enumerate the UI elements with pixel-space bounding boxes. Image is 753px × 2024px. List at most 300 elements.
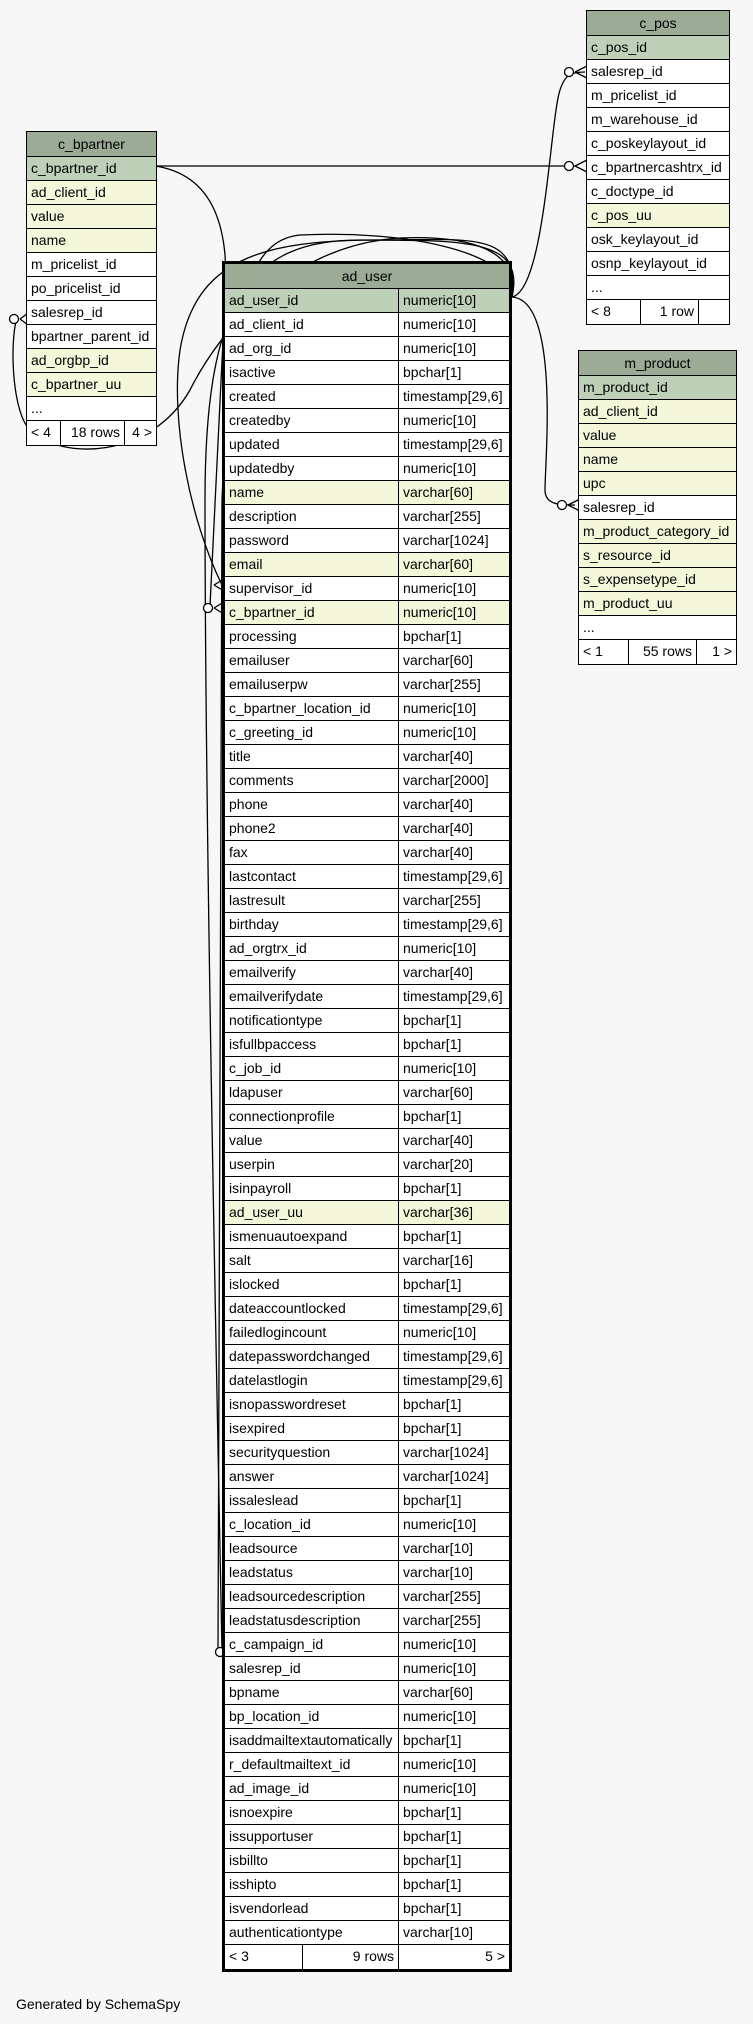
table-row[interactable] xyxy=(225,1057,509,1081)
table-row[interactable] xyxy=(225,1753,509,1777)
table-row[interactable] xyxy=(225,1537,509,1561)
column-name: salesrep_id xyxy=(31,304,103,320)
column-name: c_poskeylayout_id xyxy=(591,135,707,151)
column-type: varchar[60] xyxy=(403,484,474,500)
table-row[interactable] xyxy=(225,697,509,721)
column-type: numeric[10] xyxy=(403,1516,477,1532)
table-row[interactable] xyxy=(579,544,736,568)
table-title: c_pos xyxy=(587,11,729,36)
table-row[interactable] xyxy=(225,1897,509,1921)
table-row[interactable] xyxy=(27,301,156,325)
column-name: emailuser xyxy=(225,649,399,672)
column-name: leadstatus xyxy=(225,1561,399,1584)
table-row[interactable] xyxy=(579,448,736,472)
table-row[interactable] xyxy=(225,1129,509,1153)
table-title: c_bpartner xyxy=(27,132,156,157)
table-row[interactable] xyxy=(225,1633,509,1657)
table-row[interactable] xyxy=(225,649,509,673)
column-type: varchar[36] xyxy=(403,1204,474,1220)
rel-end-user-bpartner xyxy=(204,604,213,613)
table-row[interactable] xyxy=(225,913,509,937)
column-type: numeric[10] xyxy=(403,1324,477,1340)
table-row[interactable] xyxy=(579,376,736,400)
table-row[interactable] xyxy=(225,1921,509,1945)
column-type: varchar[40] xyxy=(403,820,474,836)
column-name: salesrep_id xyxy=(583,499,655,515)
column-name: c_pos_uu xyxy=(591,207,652,223)
column-name: issaleslead xyxy=(225,1489,399,1512)
column-name: bp_location_id xyxy=(225,1705,399,1728)
table-row[interactable] xyxy=(225,313,509,337)
table-m_product[interactable] xyxy=(578,350,737,665)
column-type: varchar[40] xyxy=(403,844,474,860)
table-row[interactable] xyxy=(225,817,509,841)
table-row[interactable] xyxy=(225,1825,509,1849)
table-row[interactable] xyxy=(225,1513,509,1537)
table-row[interactable] xyxy=(225,385,509,409)
table-row[interactable] xyxy=(27,373,156,397)
table-row[interactable] xyxy=(225,985,509,1009)
column-name: c_greeting_id xyxy=(225,721,399,744)
table-row[interactable] xyxy=(225,745,509,769)
table-row[interactable] xyxy=(27,181,156,205)
footer-left: < 8 xyxy=(587,300,641,324)
column-type: bpchar[1] xyxy=(403,1180,462,1196)
column-name: ad_user_id xyxy=(225,289,399,312)
column-name: c_bpartner_id xyxy=(31,160,117,176)
column-type: varchar[20] xyxy=(403,1156,474,1172)
column-type: varchar[1024] xyxy=(403,532,489,548)
column-type: bpchar[1] xyxy=(403,1420,462,1436)
column-type: timestamp[29,6] xyxy=(403,988,503,1004)
column-name: salesrep_id xyxy=(225,1657,399,1680)
column-type: bpchar[1] xyxy=(403,1852,462,1868)
column-name: isaddmailtextautomatically xyxy=(225,1729,399,1752)
column-name: isinpayroll xyxy=(225,1177,399,1200)
table-row[interactable] xyxy=(225,1225,509,1249)
table-row[interactable] xyxy=(225,721,509,745)
column-name: m_pricelist_id xyxy=(31,256,117,272)
column-type: bpchar[1] xyxy=(403,1732,462,1748)
table-row[interactable] xyxy=(225,1441,509,1465)
column-type: numeric[10] xyxy=(403,700,477,716)
column-name: ad_client_id xyxy=(31,184,106,200)
column-type: varchar[255] xyxy=(403,508,481,524)
table-row[interactable] xyxy=(27,205,156,229)
column-name: value xyxy=(225,1129,399,1152)
column-name: salesrep_id xyxy=(591,63,663,79)
column-type: timestamp[29,6] xyxy=(403,868,503,884)
column-type: bpchar[1] xyxy=(403,1108,462,1124)
column-name: datelastlogin xyxy=(225,1369,399,1392)
table-row[interactable] xyxy=(587,84,729,108)
column-type: bpchar[1] xyxy=(403,1012,462,1028)
footer-right: 4 > xyxy=(132,424,152,440)
footer-left: < 1 xyxy=(579,640,629,664)
table-ad_user[interactable] xyxy=(222,261,512,1972)
table-row[interactable] xyxy=(225,1681,509,1705)
footer-left: < 3 xyxy=(225,1945,303,1969)
column-name: isshipto xyxy=(225,1873,399,1896)
column-name: ad_user_uu xyxy=(225,1201,399,1224)
column-name: bpartner_parent_id xyxy=(31,328,150,344)
column-name: m_product_uu xyxy=(583,595,673,611)
column-type: bpchar[1] xyxy=(403,1492,462,1508)
table-row[interactable] xyxy=(27,157,156,181)
column-name: leadsourcedescription xyxy=(225,1585,399,1608)
table-row[interactable] xyxy=(579,400,736,424)
table-row[interactable] xyxy=(225,1465,509,1489)
table-row[interactable] xyxy=(225,1801,509,1825)
footer-rows: 18 rows xyxy=(61,421,125,445)
column-name: po_pricelist_id xyxy=(31,280,121,296)
column-name: ad_client_id xyxy=(583,403,658,419)
column-name: c_bpartner_location_id xyxy=(225,697,399,720)
table-row[interactable] xyxy=(587,228,729,252)
table-footer xyxy=(225,1945,509,1969)
table-row[interactable] xyxy=(225,1177,509,1201)
column-name: comments xyxy=(225,769,399,792)
table-row[interactable] xyxy=(225,1873,509,1897)
table-row[interactable] xyxy=(579,424,736,448)
column-name: ad_image_id xyxy=(225,1777,399,1800)
column-name: isvendorlead xyxy=(225,1897,399,1920)
table-row[interactable] xyxy=(587,156,729,180)
table-row[interactable] xyxy=(27,349,156,373)
column-type: numeric[10] xyxy=(403,292,477,308)
column-name: islocked xyxy=(225,1273,399,1296)
column-name: ad_orgtrx_id xyxy=(225,937,399,960)
column-name: answer xyxy=(225,1465,399,1488)
column-type: bpchar[1] xyxy=(403,628,462,644)
footer-right: 5 > xyxy=(485,1948,505,1964)
column-name: description xyxy=(225,505,399,528)
rel-end-product-salesrep xyxy=(558,501,567,510)
column-type: varchar[10] xyxy=(403,1564,474,1580)
column-name: isactive xyxy=(225,361,399,384)
column-name: c_campaign_id xyxy=(225,1633,399,1656)
column-type: timestamp[29,6] xyxy=(403,1348,503,1364)
rel-ad_user-m_product-salesrep xyxy=(512,297,575,505)
table-row[interactable] xyxy=(225,1369,509,1393)
column-name: issupportuser xyxy=(225,1825,399,1848)
column-name: updatedby xyxy=(225,457,399,480)
table-row[interactable] xyxy=(579,616,736,640)
column-name: ad_orgbp_id xyxy=(31,352,109,368)
table-row[interactable] xyxy=(587,60,729,84)
table-row[interactable] xyxy=(225,1345,509,1369)
table-row[interactable] xyxy=(225,865,509,889)
column-name: phone xyxy=(225,793,399,816)
column-type: bpchar[1] xyxy=(403,1036,462,1052)
table-row[interactable] xyxy=(225,1705,509,1729)
table-row[interactable] xyxy=(225,1585,509,1609)
column-name: datepasswordchanged xyxy=(225,1345,399,1368)
column-type: bpchar[1] xyxy=(403,1804,462,1820)
column-type: numeric[10] xyxy=(403,604,477,620)
column-name: name xyxy=(583,451,619,467)
table-row[interactable] xyxy=(225,433,509,457)
column-type: varchar[60] xyxy=(403,1684,474,1700)
column-name: birthday xyxy=(225,913,399,936)
table-row[interactable] xyxy=(225,337,509,361)
table-footer xyxy=(587,300,729,324)
table-row[interactable] xyxy=(225,505,509,529)
generated-by-note: Generated by SchemaSpy xyxy=(16,1996,181,2012)
table-row[interactable] xyxy=(225,1105,509,1129)
table-row[interactable] xyxy=(225,841,509,865)
column-name: osnp_keylayout_id xyxy=(591,255,707,271)
column-name: createdby xyxy=(225,409,399,432)
column-name: bpname xyxy=(225,1681,399,1704)
table-row[interactable] xyxy=(27,229,156,253)
footer-rows: 55 rows xyxy=(629,640,697,664)
column-name: osk_keylayout_id xyxy=(591,231,699,247)
column-name: lastcontact xyxy=(225,865,399,888)
column-type: varchar[40] xyxy=(403,964,474,980)
table-row[interactable] xyxy=(579,592,736,616)
column-type: timestamp[29,6] xyxy=(403,436,503,452)
table-row[interactable] xyxy=(225,553,509,577)
column-type: numeric[10] xyxy=(403,724,477,740)
column-type: numeric[10] xyxy=(403,1780,477,1796)
table-row[interactable] xyxy=(225,1609,509,1633)
table-row[interactable] xyxy=(225,889,509,913)
column-name: name xyxy=(225,481,399,504)
table-row[interactable] xyxy=(579,496,736,520)
column-type: numeric[10] xyxy=(403,1756,477,1772)
footer-right xyxy=(699,300,729,324)
column-name: isfullbpaccess xyxy=(225,1033,399,1056)
table-row[interactable] xyxy=(225,961,509,985)
table-row[interactable] xyxy=(27,277,156,301)
column-type: varchar[16] xyxy=(403,1252,474,1268)
table-row[interactable] xyxy=(225,529,509,553)
table-row[interactable] xyxy=(225,1153,509,1177)
column-name: isexpired xyxy=(225,1417,399,1440)
column-type: numeric[10] xyxy=(403,316,477,332)
column-type: numeric[10] xyxy=(403,340,477,356)
column-name: processing xyxy=(225,625,399,648)
table-row[interactable] xyxy=(225,577,509,601)
column-name: email xyxy=(225,553,399,576)
column-name: value xyxy=(31,208,65,224)
column-name: fax xyxy=(225,841,399,864)
table-row[interactable] xyxy=(225,1489,509,1513)
table-row[interactable] xyxy=(225,937,509,961)
column-name: leadsource xyxy=(225,1537,399,1560)
column-name: name xyxy=(31,232,67,248)
column-type: varchar[255] xyxy=(403,892,481,908)
column-name: salt xyxy=(225,1249,399,1272)
column-name: upc xyxy=(583,475,606,491)
column-name: phone2 xyxy=(225,817,399,840)
table-row[interactable] xyxy=(27,397,156,421)
column-name: m_warehouse_id xyxy=(591,111,698,127)
column-type: numeric[10] xyxy=(403,940,477,956)
column-name: password xyxy=(225,529,399,552)
column-name: leadstatusdescription xyxy=(225,1609,399,1632)
table-row[interactable] xyxy=(27,253,156,277)
column-type: varchar[10] xyxy=(403,1924,474,1940)
table-row[interactable] xyxy=(225,1657,509,1681)
column-type: varchar[60] xyxy=(403,1084,474,1100)
column-name: isnopasswordreset xyxy=(225,1393,399,1416)
rel-ad_user-c_pos-salesrep xyxy=(512,72,585,297)
column-name: emailuserpw xyxy=(225,673,399,696)
column-type: timestamp[29,6] xyxy=(403,388,503,404)
column-name: c_job_id xyxy=(225,1057,399,1080)
column-name: value xyxy=(583,427,617,443)
column-type: numeric[10] xyxy=(403,460,477,476)
table-row[interactable] xyxy=(579,520,736,544)
column-name: notificationtype xyxy=(225,1009,399,1032)
column-name: authenticationtype xyxy=(225,1921,399,1944)
table-row[interactable] xyxy=(225,1561,509,1585)
column-type: varchar[40] xyxy=(403,1132,474,1148)
table-row[interactable] xyxy=(225,289,509,313)
column-name: emailverifydate xyxy=(225,985,399,1008)
table-row[interactable] xyxy=(225,361,509,385)
column-type: bpchar[1] xyxy=(403,364,462,380)
table-row[interactable] xyxy=(225,1201,509,1225)
column-type: varchar[40] xyxy=(403,748,474,764)
table-row[interactable] xyxy=(587,204,729,228)
column-name: m_pricelist_id xyxy=(591,87,677,103)
table-row[interactable] xyxy=(579,568,736,592)
column-type: varchar[255] xyxy=(403,1588,481,1604)
column-name: c_pos_id xyxy=(591,39,648,55)
table-row[interactable] xyxy=(225,1273,509,1297)
column-name: ... xyxy=(31,400,43,416)
table-row[interactable] xyxy=(225,481,509,505)
table-row[interactable] xyxy=(225,1009,509,1033)
column-name: ad_client_id xyxy=(225,313,399,336)
column-name: securityquestion xyxy=(225,1441,399,1464)
column-name: created xyxy=(225,385,399,408)
column-type: timestamp[29,6] xyxy=(403,1372,503,1388)
column-type: numeric[10] xyxy=(403,1060,477,1076)
table-row[interactable] xyxy=(27,325,156,349)
table-c_pos[interactable] xyxy=(586,10,730,325)
table-row[interactable] xyxy=(225,1033,509,1057)
table-row[interactable] xyxy=(225,793,509,817)
rel-c_bpartner-ad_user xyxy=(155,166,226,606)
table-row[interactable] xyxy=(225,1849,509,1873)
table-row[interactable] xyxy=(225,1393,509,1417)
column-type: bpchar[1] xyxy=(403,1828,462,1844)
column-type: bpchar[1] xyxy=(403,1900,462,1916)
table-row[interactable] xyxy=(225,409,509,433)
column-name: c_location_id xyxy=(225,1513,399,1536)
column-type: varchar[60] xyxy=(403,556,474,572)
column-name: c_bpartner_uu xyxy=(31,376,122,392)
table-row[interactable] xyxy=(225,1321,509,1345)
column-type: timestamp[29,6] xyxy=(403,916,503,932)
column-name: supervisor_id xyxy=(225,577,399,600)
column-type: varchar[40] xyxy=(403,796,474,812)
table-row[interactable] xyxy=(225,673,509,697)
column-name: m_product_id xyxy=(583,379,668,395)
column-type: bpchar[1] xyxy=(403,1396,462,1412)
column-name: c_bpartnercashtrx_id xyxy=(591,159,722,175)
column-name: updated xyxy=(225,433,399,456)
column-name: ... xyxy=(583,619,595,635)
footer-left: < 4 xyxy=(27,421,61,445)
table-row[interactable] xyxy=(225,1777,509,1801)
column-type: numeric[10] xyxy=(403,1636,477,1652)
column-name: ldapuser xyxy=(225,1081,399,1104)
column-type: varchar[255] xyxy=(403,676,481,692)
table-row[interactable] xyxy=(225,1729,509,1753)
table-row[interactable] xyxy=(225,625,509,649)
table-row[interactable] xyxy=(225,457,509,481)
column-type: numeric[10] xyxy=(403,412,477,428)
table-c_bpartner[interactable] xyxy=(26,131,157,446)
table-row[interactable] xyxy=(225,1297,509,1321)
column-name: s_resource_id xyxy=(583,547,671,563)
column-name: lastresult xyxy=(225,889,399,912)
table-title: m_product xyxy=(579,351,736,376)
table-row[interactable] xyxy=(587,276,729,300)
column-type: numeric[10] xyxy=(403,580,477,596)
column-name: ad_org_id xyxy=(225,337,399,360)
table-row[interactable] xyxy=(587,180,729,204)
rel-end-pos-bpcash xyxy=(565,162,574,171)
table-row[interactable] xyxy=(587,36,729,60)
column-type: numeric[10] xyxy=(403,1708,477,1724)
column-type: varchar[1024] xyxy=(403,1444,489,1460)
column-type: varchar[255] xyxy=(403,1612,481,1628)
column-name: emailverify xyxy=(225,961,399,984)
footer-right: 1 > xyxy=(712,643,732,659)
table-footer xyxy=(27,421,156,445)
column-type: timestamp[29,6] xyxy=(403,1300,503,1316)
column-type: varchar[2000] xyxy=(403,772,489,788)
rel-end-bp-salesrep xyxy=(10,315,19,324)
column-type: bpchar[1] xyxy=(403,1228,462,1244)
column-name: s_expensetype_id xyxy=(583,571,696,587)
column-name: isbillto xyxy=(225,1849,399,1872)
table-row[interactable] xyxy=(587,108,729,132)
column-type: varchar[10] xyxy=(403,1540,474,1556)
table-title: ad_user xyxy=(225,264,509,289)
column-name: ... xyxy=(591,279,603,295)
column-name: r_defaultmailtext_id xyxy=(225,1753,399,1776)
table-row[interactable] xyxy=(225,1417,509,1441)
table-row[interactable] xyxy=(225,601,509,625)
column-name: isnoexpire xyxy=(225,1801,399,1824)
column-name: failedlogincount xyxy=(225,1321,399,1344)
rel-end-pos-salesrep xyxy=(565,68,574,77)
table-row[interactable] xyxy=(225,1249,509,1273)
column-name: c_bpartner_id xyxy=(225,601,399,624)
column-type: varchar[1024] xyxy=(403,1468,489,1484)
column-name: userpin xyxy=(225,1153,399,1176)
table-row[interactable] xyxy=(225,769,509,793)
table-row[interactable] xyxy=(225,1081,509,1105)
column-type: bpchar[1] xyxy=(403,1276,462,1292)
table-row[interactable] xyxy=(587,252,729,276)
column-name: ismenuautoexpand xyxy=(225,1225,399,1248)
column-name: connectionprofile xyxy=(225,1105,399,1128)
footer-rows: 1 row xyxy=(641,300,699,324)
table-footer xyxy=(579,640,736,664)
column-type: bpchar[1] xyxy=(403,1876,462,1892)
column-name: m_product_category_id xyxy=(583,523,730,539)
table-row[interactable] xyxy=(579,472,736,496)
table-row[interactable] xyxy=(587,132,729,156)
